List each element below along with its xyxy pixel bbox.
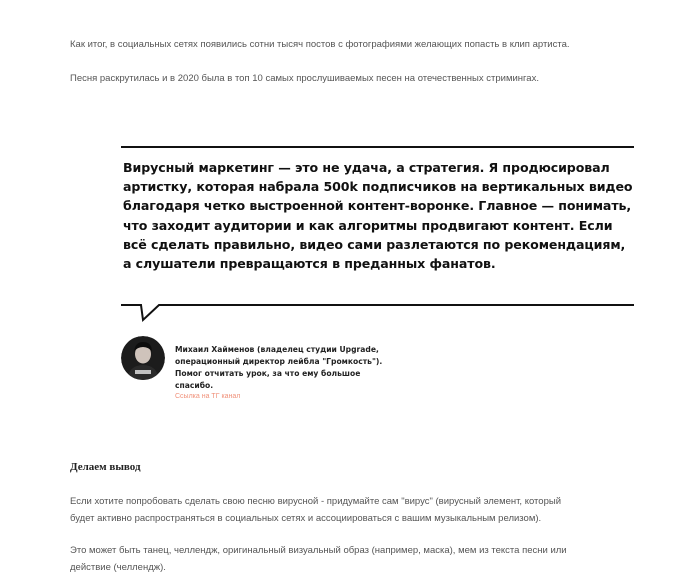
quote-author (121, 336, 421, 406)
quote-text: Вирусный маркетинг — это не удача, а стратегия. Я продюсировал артистку, которая набрала 500k подписчиков на вертикальных видео благодаря четко выстроенной контент-воронке. Главное — понимать, что заходит аудитории и как алгоритмы продвигают контент. Если всё сделать правильно, видео сами разлетаются по рекомендациям, а слушатели превращаются в преданных фанатов. (123, 160, 633, 272)
paragraph-virus-advice: Если хотите попробовать сделать свою песню вирусной - придумайте сам "вирус" (вирусный элемент, который будет активно распространяться в социальных сетях и ассоциироваться с вашим музыкальным релизом). (70, 495, 561, 524)
paragraph-top10: Песня раскрутилась и в 2020 была в топ 10 самых прослушиваемых песен на отечественных стримингах. (70, 72, 539, 84)
telegram-channel-link[interactable]: Ссылка на ТГ канал (175, 393, 241, 400)
paragraph-result: Как итог, в социальных сетях появились сотни тысяч постов с фотографиями желающих попасть в клип артиста. (70, 38, 570, 50)
author-photo-icon (121, 336, 165, 380)
author-avatar (121, 336, 165, 380)
author-caption: Михаил Хайменов (владелец студии Upgrade, операционный директор лейбла "Громкость"). Помог отчитать урок, за что ему большое спасибо. (175, 345, 383, 390)
quote-top-border (121, 146, 634, 148)
section-heading: Делаем вывод (70, 461, 141, 473)
paragraph-virus-examples: Это может быть танец, челлендж, оригинальный визуальный образ (например, маска), мем из текста песни или действие (челлендж). (70, 544, 567, 573)
quote-bottom-border (121, 304, 634, 324)
